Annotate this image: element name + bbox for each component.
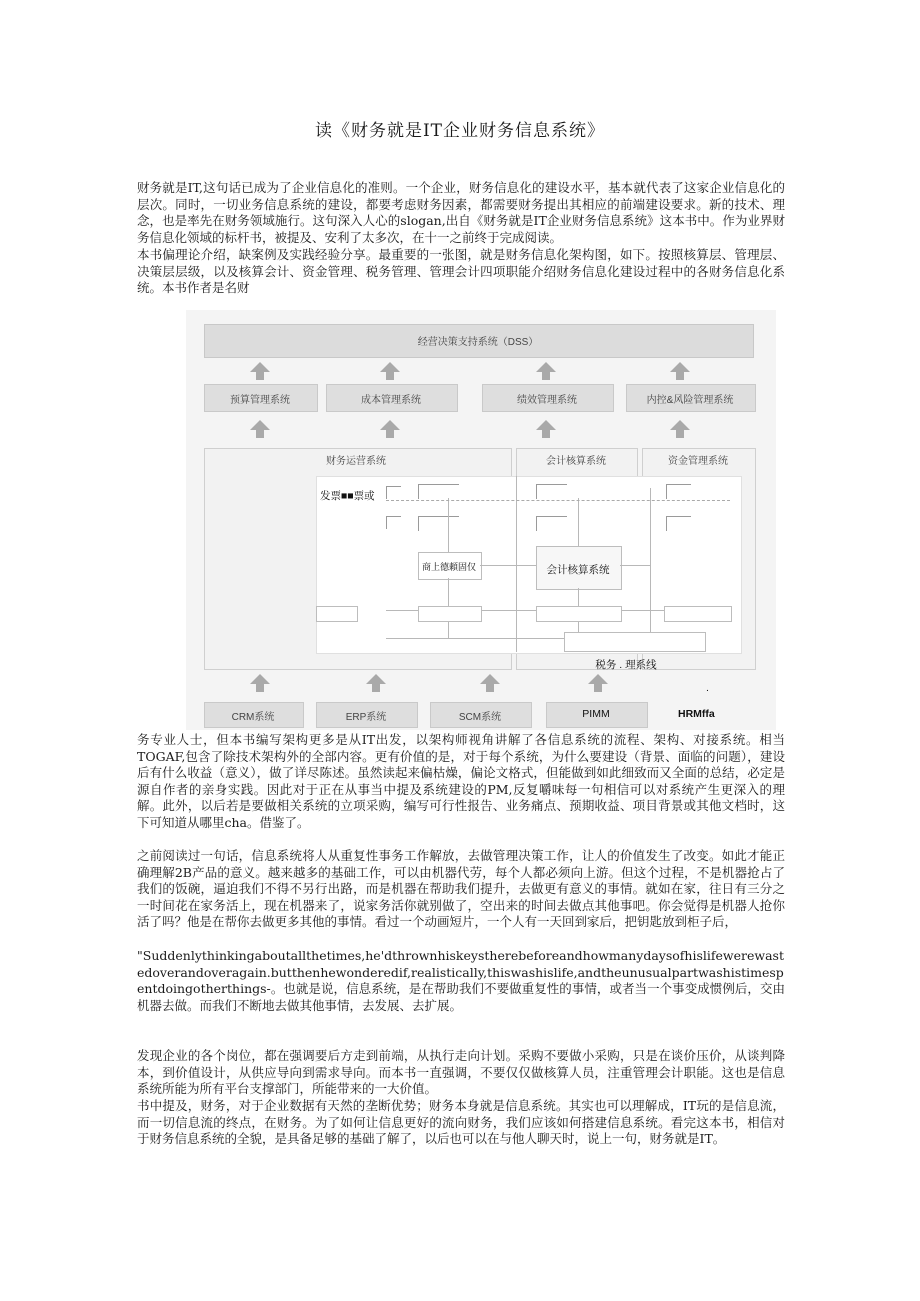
arrow-stem xyxy=(542,430,550,438)
up-arrow-icon xyxy=(588,674,608,684)
flow-bracket xyxy=(536,484,567,499)
connector-line xyxy=(516,476,517,652)
connector-line xyxy=(448,498,449,552)
connector-line xyxy=(650,488,651,648)
paragraph-enterprise-roles: 发现企业的各个岗位，都在强调要后方走到前端，从执行走向计划。采购不要做小采购，只是在谈价压价，从谈判降本，到价值设计，从供应导向到需求导向。而本书一直强调，不要仅仅做核算人员，注重管理会计职能。这也是信息系统所能为所有平台支撑部门，所能带来的一大价值。 xyxy=(137,1048,785,1097)
arrow-stem xyxy=(676,430,684,438)
flow-bracket xyxy=(536,516,567,531)
flow-node xyxy=(316,606,358,622)
finance-operations-header: 财务运营系统 xyxy=(326,456,386,467)
scm-system-label: SCM系统 xyxy=(458,712,502,723)
cost-system-label: 成本管理系统 xyxy=(361,395,421,406)
arrow-stem xyxy=(676,372,684,380)
up-arrow-icon xyxy=(380,420,400,430)
tax-system-label: 税务 . 理系线 xyxy=(595,659,657,671)
up-arrow-icon xyxy=(480,674,500,684)
connector-line xyxy=(480,565,536,566)
paragraph-conclusion: 书中提及，财务，对于企业数据有天然的垄断优势；财务本身就是信息系统。其实也可以理解成，IT玩的是信息流，而一切信息流的终点，在财务。为了如何让信息更好的流向财务，我们应该如何搭建信息系统。看完这本书，相信对于财务信息系统的全貌，是具备足够的基础了解了，以后也可以在与他人聊天时，说上一句，财务就是IT。 xyxy=(137,1098,785,1147)
flow-node xyxy=(418,606,482,622)
finance-architecture-diagram xyxy=(186,310,776,730)
accounting-core-label: 会计核算系统 xyxy=(546,564,610,576)
up-arrow-icon xyxy=(536,362,556,372)
paragraph-book-critique: 务专业人士，但本书编写架构更多是从IT出发，以架构师视角讲解了各信息系统的流程、架构、对接系统。相当TOGAF,包含了除技术架构外的全部内容。更有价值的是，对于每个系统，为什么要建设（背景、面临的问题），建设后有什么收益（意义），做了详尽陈述。虽然读起来偏枯燥，偏论文格式，但能做到如此细致而又全面的总结，必定是源自作者的亲身实践。因此对于正在从事当中提及系统建设的PM,反复嚼味每一句相信可以对系统产生更深入的理解。此外，以后若是要做相关系统的立项采购，编写可行性报告、业务痛点、预期收益、项目背景或其他文档时，这下可知道从哪里cha。借鉴了。 xyxy=(137,732,785,830)
stray-dot: . xyxy=(706,682,709,694)
flow-bracket xyxy=(418,484,459,499)
flow-node xyxy=(664,606,732,622)
up-arrow-icon xyxy=(250,674,270,684)
arrow-stem xyxy=(486,684,494,692)
crm-system-label: CRM系统 xyxy=(231,712,275,723)
arrow-stem xyxy=(386,372,394,380)
connector-line xyxy=(620,565,650,566)
arrow-stem xyxy=(256,372,264,380)
up-arrow-icon xyxy=(250,362,270,372)
document-title: 读《财务就是IT企业财务信息系统》 xyxy=(314,121,606,141)
invoice-label: 发票■■票或 xyxy=(320,490,375,502)
paragraph-automation: 之前阅读过一句话，信息系统将人从重复性事务工作解放，去做管理决策工作，让人的价值发生了改变。如此才能正确理解2B产品的意义。越来越多的基础工作，可以由机器代劳，每个人都必须向上游。但这个过程，不是机器抢占了我们的饭碗，逼迫我们不得不另行出路，而是机器在帮助我们提升，去做更有意义的事情。就如在家，往日有三分之一时间花在家务活上，现在机器来了，说家务活你就别做了，空出来的时间去做点其他事吧。你会觉得是机器人抢你活了吗？他是在帮你去做更多其他的事情。看过一个动画短片，一个人有一天回到家后，把钥匙放到柜子后， xyxy=(137,848,785,930)
flow-bracket xyxy=(386,516,401,529)
up-arrow-icon xyxy=(536,420,556,430)
flow-node xyxy=(536,606,622,622)
up-arrow-icon xyxy=(670,362,690,372)
accounting-header: 会计核算系统 xyxy=(546,456,606,467)
flow-bracket xyxy=(386,486,401,499)
arrow-stem xyxy=(256,430,264,438)
up-arrow-icon xyxy=(670,420,690,430)
flow-bracket xyxy=(418,516,459,531)
up-arrow-icon xyxy=(380,362,400,372)
tax-system-box xyxy=(564,632,706,652)
flow-bracket xyxy=(666,484,691,499)
risk-system-label: 内控&风险管理系统 xyxy=(646,395,734,406)
center-process-label: 商上德頼固仅 xyxy=(421,562,476,572)
connector-line xyxy=(578,498,579,546)
pimm-system-label: PIMM xyxy=(582,708,610,720)
performance-system-label: 绩效管理系统 xyxy=(517,395,577,406)
dss-label: 经营决策支持系统（DSS） xyxy=(417,337,539,348)
arrow-stem xyxy=(542,372,550,380)
arrow-stem xyxy=(256,684,264,692)
arrow-stem xyxy=(594,684,602,692)
hrm-system-label: HRMffa xyxy=(678,708,715,720)
dashed-connector xyxy=(386,500,730,502)
paragraph-quote: "Suddenlythinkingaboutallthetimes,he'dthrownhiskeystherebeforeandhowmanydaysofhislifewerewastedoverandoveragain.butthenhewonderedif,realistically,thiswashislife,andtheunusualpartwashistimespentdoingotherthings-。也就是说，信息系统，是在帮助我们不要做重复性的事情，或者当一个事变成惯例后，交由机器去做。而我们不断地去做其他事情，去发展、去扩展。 xyxy=(137,948,785,1013)
treasury-header: 资金管理系统 xyxy=(668,456,728,467)
up-arrow-icon xyxy=(250,420,270,430)
paragraph-book-overview: 本书偏理论介绍，缺案例及实践经验分享。最重要的一张图，就是财务信息化架构图，如下。按照核算层、管理层、决策层层级，以及核算会计、资金管理、税务管理、管理会计四项职能介绍财务信息化建设过程中的各财务信息化系统。本书作者是名财 xyxy=(137,247,785,296)
arrow-stem xyxy=(386,430,394,438)
erp-system-label: ERP系统 xyxy=(345,712,387,723)
arrow-stem xyxy=(372,684,380,692)
budget-system-label: 预算管理系统 xyxy=(230,395,290,406)
up-arrow-icon xyxy=(366,674,386,684)
paragraph-intro: 财务就是IT,这句话已成为了企业信息化的准则。一个企业，财务信息化的建设水平，基本就代表了这家企业信息化的层次。同时，一切业务信息系统的建设，都要考虑财务因素，都需要财务提出其相应的前端建设要求。新的技术、理念，也是率先在财务领域施行。这句深入人心的slogan,出自《财务就是IT企业财务信息系统》这本书中。作为业界财务信息化领域的标杆书，被提及、安利了太多次，在十一之前终于完成阅读。 xyxy=(137,180,785,245)
flow-bracket xyxy=(666,516,691,531)
